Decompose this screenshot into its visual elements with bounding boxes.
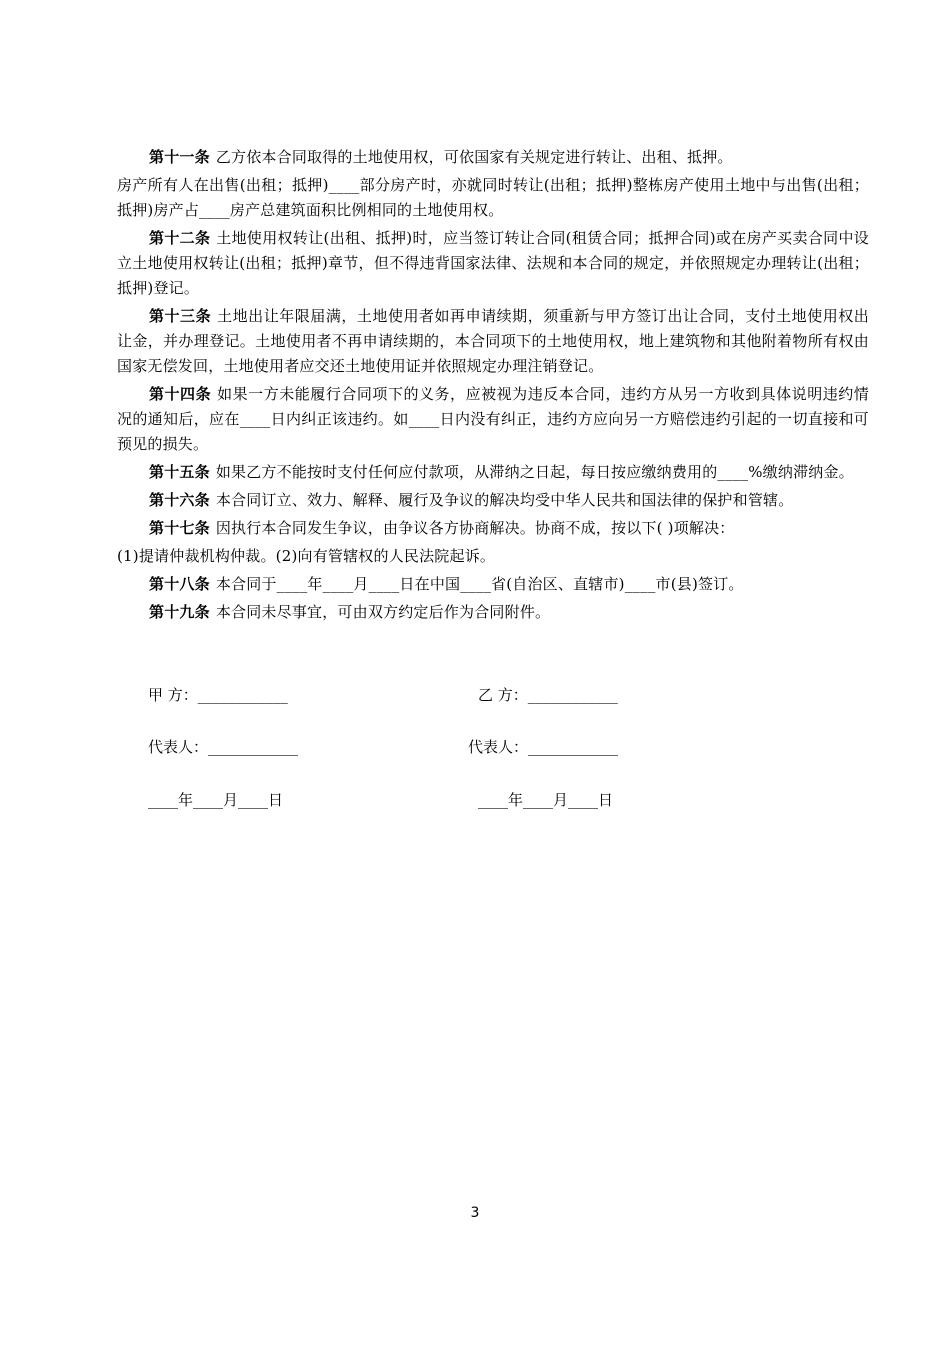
date-a-field: ____年____月____日 — [148, 791, 284, 809]
article-text: 本合同于____年____月____日在中国____省(自治区、直辖市)____市(县)签订。 — [215, 575, 744, 593]
article-17 — [117, 516, 869, 541]
contract-body — [117, 145, 869, 628]
page-number: 3 — [470, 1205, 480, 1221]
article-text: 如果一方未能履行合同项下的义务，应被视为违反本合同，违约方从另一方收到具体说明违约情况的通知后，应在____日内纠正该违约。如____日内没有纠正，违约方应向另一方赔偿违约引起的一切直接和可预见的损失。 — [117, 385, 869, 453]
article-12 — [117, 226, 869, 301]
article-text: 本合同订立、效力、解释、履行及争议的解决均受中华人民共和国法律的保护和管辖。 — [215, 491, 794, 509]
article-text: (1)提请仲裁机构仲裁。(2)向有管辖权的人民法院起诉。 — [117, 547, 496, 565]
article-title: 第十九条 — [149, 603, 210, 621]
article-11 — [117, 145, 869, 170]
article-18 — [117, 572, 869, 597]
article-13 — [117, 304, 869, 379]
representative-a-field: 代表人：____________ — [148, 738, 299, 756]
article-text: 土地出让年限届满，土地使用者如再申请续期，须重新与甲方签订出让合同，支付土地使用权出让金，并办理登记。土地使用者不再申请续期的，本合同项下的土地使用权，地上建筑物和其他附着物所有权由国家无偿发回，土地使用者应交还土地使用证并依照规定办理注销登记。 — [117, 307, 869, 375]
article-text: 本合同未尽事宜，可由双方约定后作为合同附件。 — [215, 603, 551, 621]
article-19 — [117, 600, 869, 625]
article-text: 房产所有人在出售(出租；抵押)____部分房产时，亦就同时转让(出租；抵押)整栋房产使用土地中与出售(出租；抵押)房产占____房产总建筑面积比例相同的土地使用权。 — [117, 176, 869, 219]
article-title: 第十五条 — [149, 463, 210, 481]
article-title: 第十四条 — [149, 385, 212, 403]
article-text: 因执行本合同发生争议，由争议各方协商解决。协商不成，按以下( )项解决： — [215, 519, 735, 537]
representative-b-field: 代表人：____________ — [468, 738, 619, 756]
article-17-options — [117, 544, 869, 569]
article-15 — [117, 460, 869, 485]
party-a-field: 甲 方：____________ — [148, 686, 288, 704]
article-title: 第十二条 — [149, 229, 211, 247]
article-title: 第十三条 — [149, 307, 212, 325]
article-text: 乙方依本合同取得的土地使用权，可依国家有关规定进行转让、出租、抵押。 — [215, 148, 733, 166]
article-title: 第十一条 — [149, 148, 210, 166]
article-title: 第十六条 — [149, 491, 210, 509]
party-b-field: 乙 方：____________ — [478, 686, 618, 704]
article-16 — [117, 488, 869, 513]
article-text: 土地使用权转让(出租、抵押)时，应当签订转让合同(租赁合同；抵押合同)或在房产买卖合同中设立土地使用权转让(出租；抵押)章节，但不得违背国家法律、法规和本合同的规定，并依照规定办理转让(出租；抵押)登记。 — [117, 229, 869, 297]
article-11-continuation — [117, 173, 869, 223]
article-14 — [117, 382, 869, 457]
article-title: 第十七条 — [149, 519, 210, 537]
date-b-field: ____年____月____日 — [478, 791, 614, 809]
article-title: 第十八条 — [149, 575, 210, 593]
article-text: 如果乙方不能按时支付任何应付款项，从滞纳之日起，每日按应缴纳费用的____%缴纳滞纳金。 — [215, 463, 854, 481]
